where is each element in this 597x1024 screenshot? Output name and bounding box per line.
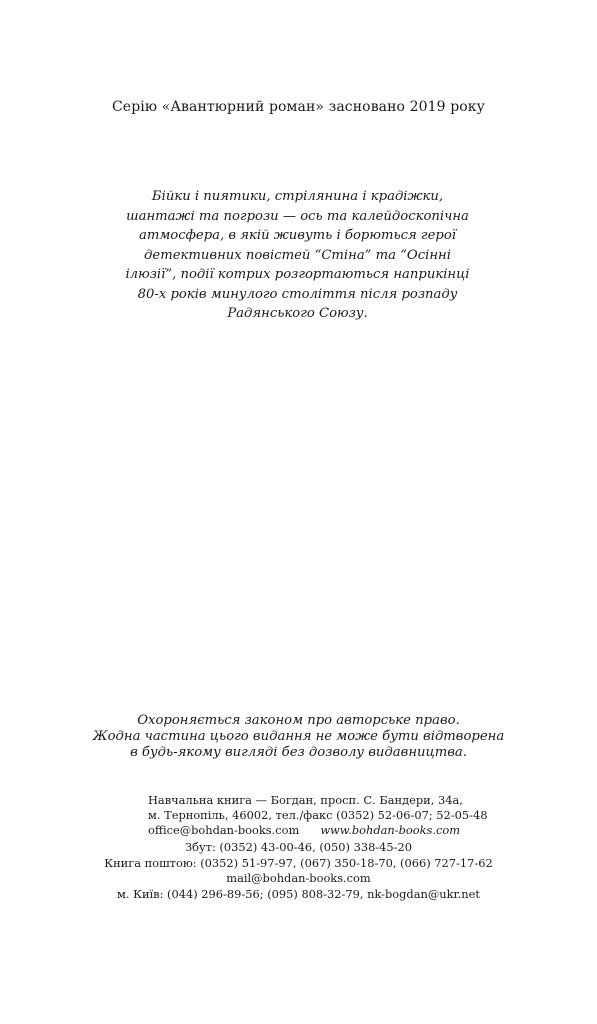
mail-order-email[interactable]: mail@bohdan-books.com — [226, 871, 371, 885]
publisher-info — [148, 793, 488, 838]
copyright-line: Жодна частина цього видання не може бути відтворена — [92, 729, 505, 744]
annotation-line: Радянського Союзу. — [227, 306, 368, 321]
annotation-line: шантажі та погрози — ось та калейдоскопічна — [126, 208, 469, 224]
series-note: Серію «Авантюрний роман» засновано 2019 року — [112, 99, 485, 115]
copyright-notice — [0, 713, 597, 761]
distribution-info — [0, 840, 597, 902]
mail-order-contacts: Книга поштою: (0352) 51-97-97, (067) 350-18-70, (066) 727-17-62 — [104, 855, 493, 870]
copyright-line: в будь-якому вигляді без дозволу видавництва. — [130, 745, 467, 760]
publisher-phone: м. Тернопіль, 46002, тел./факс (0352) 52-06-07; 52-05-48 — [148, 808, 488, 822]
publisher-address: Навчальна книга — Богдан, просп. С. Бандери, 34а, — [148, 793, 463, 807]
annotation-line: атмосфера, в якій живуть і борються герої — [138, 228, 456, 243]
sales-contacts: Збут: (0352) 43-00-46, (050) 338-45-20 — [184, 840, 412, 854]
annotation-line: 80-х років минулого століття після розпаду — [137, 286, 458, 302]
book-annotation — [120, 187, 475, 324]
kyiv-contacts: м. Київ: (044) 296-89-56; (095) 808-32-79, nk-bogdan@ukr.net — [117, 886, 480, 901]
publisher-email[interactable]: office@bohdan-books.com — [148, 823, 300, 837]
copyright-line: Охороняється законом про авторське право. — [137, 713, 460, 728]
annotation-line: детективних повістей “Стіна” та “Осінні — [144, 247, 451, 263]
publisher-website[interactable]: www.bohdan-books.com — [320, 823, 460, 837]
annotation-line: Бійки і пиятики, стрілянина і крадіжки, — [151, 189, 444, 204]
annotation-line: ілюзії”, події котрих розгортаються наприкінці — [125, 267, 470, 282]
publisher-contacts — [148, 823, 460, 838]
